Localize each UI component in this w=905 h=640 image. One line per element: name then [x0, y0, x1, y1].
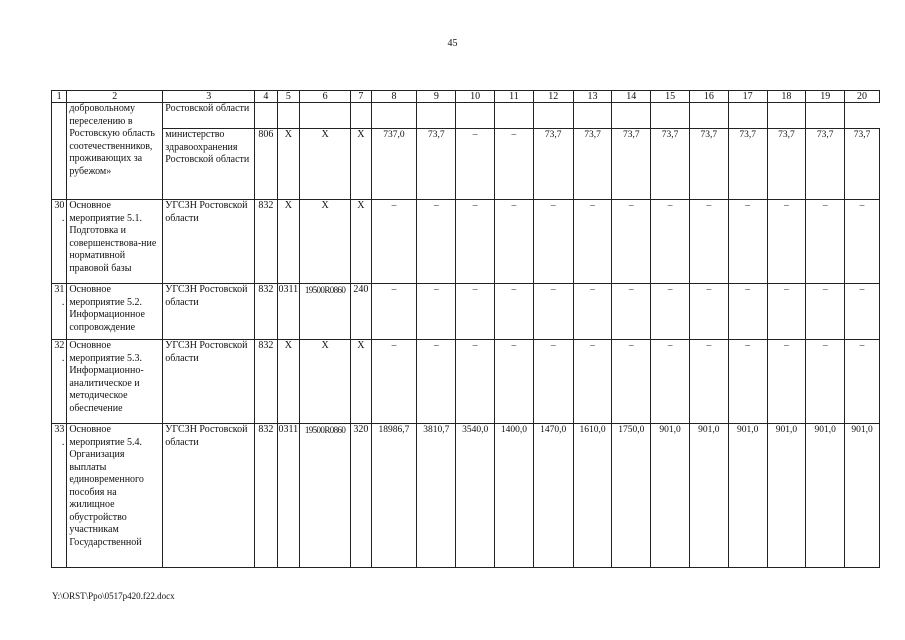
rzpr-cell: Х — [277, 129, 299, 200]
grbs-cell: 832 — [255, 424, 277, 568]
executor-cell: УГСЗН Ростовской области — [163, 200, 255, 284]
value-cell: – — [371, 200, 417, 284]
value-cell — [533, 103, 573, 129]
header-cell: 11 — [495, 91, 534, 103]
header-cell: 5 — [277, 91, 299, 103]
vr-cell — [351, 103, 371, 129]
csr-cell: Х — [300, 340, 351, 424]
row-number-cell — [52, 103, 67, 200]
event-name-cell: Основное мероприятие 5.2. Информационное сопровождение — [67, 284, 163, 340]
value-cell: 73,7 — [533, 129, 573, 200]
rzpr-cell: 0311 — [277, 284, 299, 340]
value-cell — [417, 103, 456, 129]
header-cell: 14 — [612, 91, 651, 103]
vr-cell: Х — [351, 200, 371, 284]
csr-cell: 19500R0860 — [300, 284, 351, 340]
value-cell: 1610,0 — [573, 424, 612, 568]
header-cell: 1 — [52, 91, 67, 103]
event-name-cell: добровольному переселению в Ростовскую область соотечественников, проживающих за рубежом» — [67, 103, 163, 200]
row-number-cell: 30. — [52, 200, 67, 284]
value-cell: – — [689, 340, 728, 424]
budget-table — [51, 90, 880, 568]
event-name-cell: Основное мероприятие 5.1. Подготовка и совершенствова-ние нормативной правовой базы — [67, 200, 163, 284]
grbs-cell: 832 — [255, 200, 277, 284]
value-cell: – — [573, 284, 612, 340]
header-cell: 19 — [806, 91, 845, 103]
value-cell: 73,7 — [767, 129, 806, 200]
event-name-cell: Основное мероприятие 5.3. Информационно-аналитическое и методическое обеспечение — [67, 340, 163, 424]
value-cell: – — [767, 340, 806, 424]
header-cell: 3 — [163, 91, 255, 103]
rzpr-cell — [277, 103, 299, 129]
csr-cell: 19500R0860 — [300, 424, 351, 568]
csr-cell: Х — [300, 129, 351, 200]
header-cell: 13 — [573, 91, 612, 103]
header-row — [52, 91, 880, 103]
row-number-cell: 31. — [52, 284, 67, 340]
value-cell — [767, 103, 806, 129]
value-cell: – — [495, 200, 534, 284]
header-cell: 9 — [417, 91, 456, 103]
header-cell: 10 — [456, 91, 495, 103]
header-cell: 7 — [351, 91, 371, 103]
value-cell: 1400,0 — [495, 424, 534, 568]
grbs-cell: 806 — [255, 129, 277, 200]
value-cell: – — [728, 200, 767, 284]
value-cell: 901,0 — [806, 424, 845, 568]
value-cell: – — [533, 284, 573, 340]
value-cell — [371, 103, 417, 129]
executor-cell: министерство здравоохранения Ростовской области — [163, 129, 255, 200]
value-cell — [495, 103, 534, 129]
header-cell: 20 — [845, 91, 880, 103]
rzpr-cell: Х — [277, 200, 299, 284]
value-cell: 1470,0 — [533, 424, 573, 568]
value-cell: – — [495, 340, 534, 424]
rzpr-cell: 0311 — [277, 424, 299, 568]
vr-cell: 240 — [351, 284, 371, 340]
value-cell: – — [845, 340, 880, 424]
header-cell: 4 — [255, 91, 277, 103]
vr-cell: Х — [351, 129, 371, 200]
value-cell: – — [417, 340, 456, 424]
value-cell: 737,0 — [371, 129, 417, 200]
value-cell: – — [689, 284, 728, 340]
value-cell: – — [612, 340, 651, 424]
vr-cell: Х — [351, 340, 371, 424]
value-cell: 901,0 — [728, 424, 767, 568]
table-row — [52, 340, 880, 424]
grbs-cell: 832 — [255, 284, 277, 340]
value-cell: – — [456, 200, 495, 284]
executor-cell: УГСЗН Ростовской области — [163, 284, 255, 340]
vr-cell: 320 — [351, 424, 371, 568]
header-cell: 6 — [300, 91, 351, 103]
table-row — [52, 284, 880, 340]
value-cell: – — [533, 200, 573, 284]
value-cell: – — [495, 129, 534, 200]
value-cell: 73,7 — [806, 129, 845, 200]
value-cell: – — [417, 284, 456, 340]
value-cell: – — [806, 200, 845, 284]
page-number: 45 — [447, 38, 458, 49]
grbs-cell — [255, 103, 277, 129]
value-cell — [612, 103, 651, 129]
value-cell: – — [806, 284, 845, 340]
value-cell: 73,7 — [417, 129, 456, 200]
header-cell: 18 — [767, 91, 806, 103]
executor-cell: УГСЗН Ростовской области — [163, 340, 255, 424]
row-number-cell: 32. — [52, 340, 67, 424]
value-cell: – — [495, 284, 534, 340]
csr-cell — [300, 103, 351, 129]
value-cell: – — [767, 284, 806, 340]
value-cell: – — [417, 200, 456, 284]
value-cell: 901,0 — [651, 424, 690, 568]
header-cell: 15 — [651, 91, 690, 103]
executor-cell: Ростовской области — [163, 103, 255, 129]
value-cell: 901,0 — [845, 424, 880, 568]
value-cell: – — [767, 200, 806, 284]
grbs-cell: 832 — [255, 340, 277, 424]
file-path-footer: Y:\ORST\Ppo\0517p420.f22.docx — [52, 591, 175, 601]
value-cell: 73,7 — [845, 129, 880, 200]
value-cell — [651, 103, 690, 129]
value-cell: – — [612, 284, 651, 340]
value-cell: 3810,7 — [417, 424, 456, 568]
value-cell: – — [689, 200, 728, 284]
row-number-cell: 33. — [52, 424, 67, 568]
value-cell: – — [456, 284, 495, 340]
value-cell — [728, 103, 767, 129]
value-cell: – — [845, 200, 880, 284]
value-cell: – — [456, 340, 495, 424]
value-cell: – — [651, 284, 690, 340]
value-cell: – — [573, 200, 612, 284]
value-cell: – — [651, 200, 690, 284]
value-cell: – — [845, 284, 880, 340]
value-cell: – — [456, 129, 495, 200]
value-cell: 901,0 — [767, 424, 806, 568]
table-row — [52, 200, 880, 284]
table-row-continuation — [52, 103, 880, 129]
value-cell: – — [728, 284, 767, 340]
value-cell — [573, 103, 612, 129]
value-cell: 1750,0 — [612, 424, 651, 568]
value-cell — [456, 103, 495, 129]
value-cell: – — [371, 284, 417, 340]
csr-cell: Х — [300, 200, 351, 284]
value-cell: 3540,0 — [456, 424, 495, 568]
value-cell: 73,7 — [689, 129, 728, 200]
header-cell: 16 — [689, 91, 728, 103]
executor-cell: УГСЗН Ростовской области — [163, 424, 255, 568]
header-cell: 8 — [371, 91, 417, 103]
header-cell: 2 — [67, 91, 163, 103]
header-cell: 17 — [728, 91, 767, 103]
event-name-cell: Основное мероприятие 5.4. Организация выплаты единовременного пособия на жилищное обустройство участникам Государственной — [67, 424, 163, 568]
value-cell: – — [651, 340, 690, 424]
value-cell: 73,7 — [573, 129, 612, 200]
rzpr-cell: Х — [277, 340, 299, 424]
value-cell: 901,0 — [689, 424, 728, 568]
value-cell — [806, 103, 845, 129]
table-row — [52, 424, 880, 568]
value-cell: – — [806, 340, 845, 424]
value-cell: 18986,7 — [371, 424, 417, 568]
value-cell: 73,7 — [651, 129, 690, 200]
value-cell: – — [728, 340, 767, 424]
value-cell: – — [612, 200, 651, 284]
value-cell: – — [573, 340, 612, 424]
value-cell — [689, 103, 728, 129]
value-cell: – — [533, 340, 573, 424]
value-cell: 73,7 — [612, 129, 651, 200]
value-cell: 73,7 — [728, 129, 767, 200]
header-cell: 12 — [533, 91, 573, 103]
value-cell: – — [371, 340, 417, 424]
table-row-subrow — [52, 129, 880, 200]
